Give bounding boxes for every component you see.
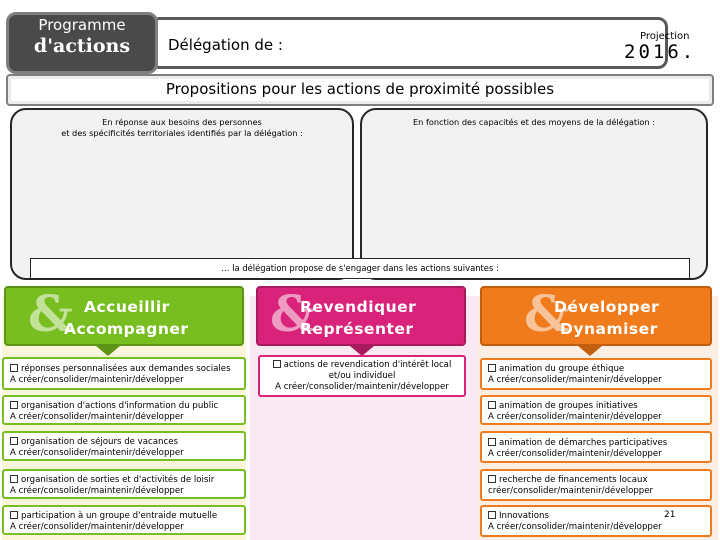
capacities-panel [360, 108, 708, 280]
list-item[interactable] [2, 431, 246, 461]
list-item[interactable] [480, 358, 712, 390]
item-title: participation à un groupe d'entraide mutuelle [21, 511, 218, 521]
arrow-down-icon [578, 346, 602, 356]
item-sub: A créer/consolider/maintenir/développer [10, 375, 184, 385]
projection-year: 2016. [624, 41, 697, 63]
list-item[interactable] [258, 355, 466, 397]
checkbox-icon[interactable] [488, 475, 496, 483]
list-item[interactable] [2, 469, 246, 499]
checkbox-icon[interactable] [10, 475, 18, 483]
checkbox-icon[interactable] [488, 401, 496, 409]
item-title: organisation de sorties et d'activités de loisir [21, 475, 215, 485]
checkbox-icon[interactable] [10, 401, 18, 409]
ampersand-icon: & [524, 284, 570, 343]
list-item[interactable] [2, 505, 246, 535]
item-title: organisation de séjours de vacances [21, 437, 178, 447]
checkbox-icon[interactable] [488, 511, 496, 519]
ampersand-icon: & [28, 284, 74, 343]
ampersand-icon: & [270, 284, 316, 343]
list-item[interactable] [480, 469, 712, 501]
checkbox-icon[interactable] [10, 437, 18, 445]
checkbox-icon[interactable] [10, 364, 18, 372]
item-sub: créer/consolider/maintenir/développer [488, 486, 654, 496]
list-item[interactable] [480, 505, 712, 537]
item-sub: A créer/consolider/maintenir/développer [488, 522, 662, 532]
arrow-down-icon [96, 346, 120, 356]
needs-caption-line1: En réponse aux besoins des personnes [102, 117, 262, 127]
item-title: réponses personnalisées aux demandes sociales [21, 364, 231, 374]
category-word1: Accueillir [84, 298, 170, 316]
item-sub: A créer/consolider/maintenir/développer [10, 412, 184, 422]
item-sub: A créer/consolider/maintenir/développer [10, 522, 184, 532]
category-word2: Représenter [300, 320, 414, 338]
item-title: actions de revendication d'intérêt local [283, 360, 452, 370]
item-title: animation du groupe éthique [499, 364, 625, 374]
category-word2: Accompagner [64, 320, 189, 338]
projection-label: Projection [640, 31, 690, 42]
list-item[interactable] [480, 431, 712, 463]
checkbox-icon[interactable] [488, 438, 496, 446]
needs-caption-line2: et des spécificités territoriales identifiés par la délégation : [61, 128, 303, 138]
checkbox-icon[interactable] [10, 511, 18, 519]
item-sub: A créer/consolider/maintenir/développer [10, 486, 184, 496]
category-developper [480, 286, 712, 346]
list-item[interactable] [2, 357, 246, 390]
item-sub: A créer/consolider/maintenir/développer [488, 412, 662, 422]
programme-box [6, 12, 158, 74]
item-title: Innovations [499, 511, 549, 521]
item-title: organisation d'actions d'information du public [21, 401, 219, 411]
propositions-title: Propositions pour les actions de proximité possibles [165, 80, 555, 98]
capacities-caption: En fonction des capacités et des moyens de la délégation : [413, 117, 655, 127]
category-revendiquer [256, 286, 466, 346]
list-item[interactable] [2, 395, 246, 425]
category-word1: Développer [554, 298, 660, 316]
delegation-label: Délégation de : [168, 36, 283, 54]
item-sub: A créer/consolider/maintenir/développer [488, 375, 662, 385]
delegation-commitment-strip: … la délégation propose de s'engager dans les actions suivantes : [30, 258, 690, 279]
item-sub: A créer/consolider/maintenir/développer [488, 449, 662, 459]
list-item[interactable] [480, 395, 712, 425]
checkbox-icon[interactable] [273, 360, 281, 368]
item-title: recherche de financements locaux [499, 475, 648, 485]
needs-panel [10, 108, 354, 280]
category-word1: Revendiquer [300, 298, 417, 316]
category-accueillir [4, 286, 244, 346]
page-number: 21 [664, 510, 676, 520]
actions-label: d'actions [33, 35, 131, 57]
item-title: animation de démarches participatives [499, 438, 668, 448]
item-sub: A créer/consolider/maintenir/développer [10, 448, 184, 458]
item-sub: A créer/consolider/maintenir/développer [275, 382, 449, 392]
item-title: animation de groupes initiatives [499, 401, 638, 411]
category-word2: Dynamiser [560, 320, 658, 338]
item-title-line2: et/ou individuel [328, 371, 396, 381]
programme-label: Programme [38, 16, 126, 34]
checkbox-icon[interactable] [488, 364, 496, 372]
